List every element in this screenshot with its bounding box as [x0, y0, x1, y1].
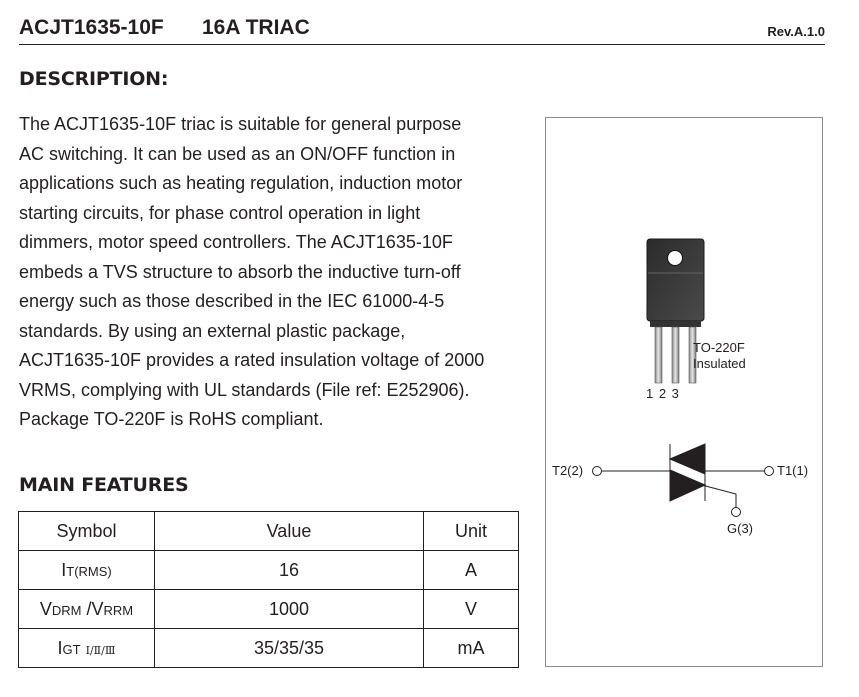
- document-header: [19, 14, 825, 45]
- symbol-main: V: [91, 598, 104, 619]
- symbol-sub: T(RMS): [66, 563, 112, 579]
- main-features-table: [18, 511, 519, 668]
- package-drawing: [546, 118, 822, 666]
- description-line: standards. By using an external plastic package,: [19, 320, 406, 341]
- description-line: The ACJT1635-10F triac is suitable for general purpose: [19, 114, 462, 134]
- symbol-main: I: [61, 559, 67, 580]
- device-type: 16A TRIAC: [202, 16, 310, 39]
- description-line: Package TO-220F is RoHS compliant.: [19, 409, 324, 429]
- description-line: energy such as those described in the IEC 61000-4-5: [19, 291, 445, 311]
- symbol-sub: RRM: [103, 602, 134, 618]
- unit-cell: mA: [424, 629, 519, 668]
- unit-cell: V: [424, 590, 519, 629]
- value-cell: 35/35/35: [155, 629, 424, 668]
- symbol-main: V: [39, 598, 52, 619]
- pin-label-t2: T2(2): [552, 463, 584, 478]
- symbol-sub: GT: [62, 641, 81, 657]
- header-unit: Unit: [424, 512, 519, 551]
- pin-numbers: 1 2 3: [646, 386, 680, 401]
- unit-cell: A: [424, 551, 519, 590]
- symbol-separator: /: [81, 598, 92, 619]
- description-line: dimmers, motor speed controllers. The ACJT1635-10F: [19, 232, 453, 252]
- description-line: embeds a TVS structure to absorb the inductive turn-off: [19, 261, 461, 282]
- description-line: AC switching. It can be used as an ON/OFF function in: [19, 143, 456, 164]
- revision-label: Rev.A.1.0: [767, 24, 825, 39]
- value-cell: 16: [155, 551, 424, 590]
- table-row: [19, 590, 519, 629]
- description-text: [19, 110, 549, 435]
- symbol-cell: [19, 590, 155, 629]
- package-name: TO-220F: [693, 340, 745, 355]
- pin-label-gate: G(3): [727, 521, 753, 536]
- header-value: Value: [155, 512, 424, 551]
- package-note: Insulated: [693, 356, 746, 371]
- symbol-quadrants: Ⅰ/Ⅱ/Ⅲ: [85, 643, 116, 657]
- part-number: ACJT1635-10F: [19, 16, 164, 39]
- header-symbol: Symbol: [19, 512, 155, 551]
- triac-symbol-icon: [593, 444, 774, 517]
- symbol-main: I: [57, 637, 63, 658]
- description-line: ACJT1635-10F provides a rated insulation voltage of 2000: [19, 350, 485, 370]
- description-line: applications such as heating regulation, induction motor: [19, 173, 463, 193]
- symbol-cell: [19, 551, 155, 590]
- value-cell: 1000: [155, 590, 424, 629]
- symbol-sub: DRM: [51, 602, 82, 618]
- pin-label-t1: T1(1): [777, 463, 809, 478]
- table-header-row: [19, 512, 519, 551]
- description-line: VRMS, complying with UL standards (File ref: E252906).: [19, 379, 470, 400]
- table-row: [19, 629, 519, 668]
- main-features-title: MAIN FEATURES: [19, 474, 189, 496]
- description-line: starting circuits, for phase control operation in light: [19, 202, 421, 223]
- package-panel: [545, 117, 823, 667]
- description-title: DESCRIPTION:: [19, 68, 169, 90]
- symbol-cell: [19, 629, 155, 668]
- table-row: [19, 551, 519, 590]
